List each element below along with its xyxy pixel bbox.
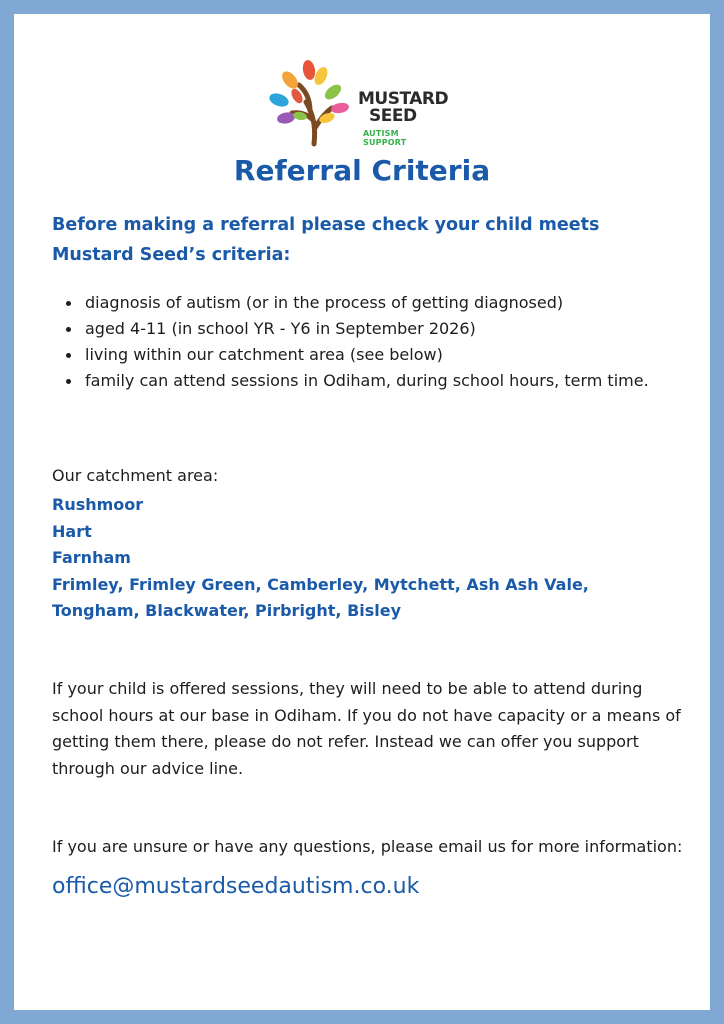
criteria-list xyxy=(52,290,682,394)
catchment-area: Farnham xyxy=(52,548,131,567)
intro-heading: Before making a referral please check your child meets Mustard Seed’s criteria: xyxy=(52,215,600,265)
page-sheet xyxy=(14,14,710,1010)
mustard-seed-logo xyxy=(266,56,449,148)
list-item: living within our catchment area (see below) xyxy=(52,342,682,368)
email-link[interactable]: office@mustardseedautism.co.uk xyxy=(52,874,420,899)
page-title: Referral Criteria xyxy=(233,154,491,187)
list-item: aged 4-11 (in school YR - Y6 in September 2026) xyxy=(52,316,682,342)
list-item: diagnosis of autism (or in the process of getting diagnosed) xyxy=(52,290,682,316)
logo-wordmark-line1: MUSTARD xyxy=(358,89,449,109)
catchment-label: Our catchment area: xyxy=(52,466,219,485)
catchment-area: Hart xyxy=(52,521,92,541)
catchment-area: Frimley, Frimley Green, Camberley, Mytchett, Ash Ash Vale, xyxy=(52,574,589,594)
list-item: family can attend sessions in Odiham, during school hours, term time. xyxy=(52,368,682,394)
catchment-area: Rushmoor xyxy=(52,495,144,514)
contact-note: If you are unsure or have any questions, please email us for more information: xyxy=(52,837,683,856)
sessions-note: If your child is offered sessions, they will need to be able to attend during school hours at our base in Odiham. If you do not have capacity or a means of getting them there, please do not refer. Instead we can offer you support through our advice line. xyxy=(52,679,681,778)
logo-tagline: AUTISM SUPPORT xyxy=(363,129,407,147)
catchment-area: Tongham, Blackwater, Pirbright, Bisley xyxy=(52,601,402,620)
logo-wordmark-line2: SEED xyxy=(369,106,417,126)
catchment-areas xyxy=(52,492,692,625)
